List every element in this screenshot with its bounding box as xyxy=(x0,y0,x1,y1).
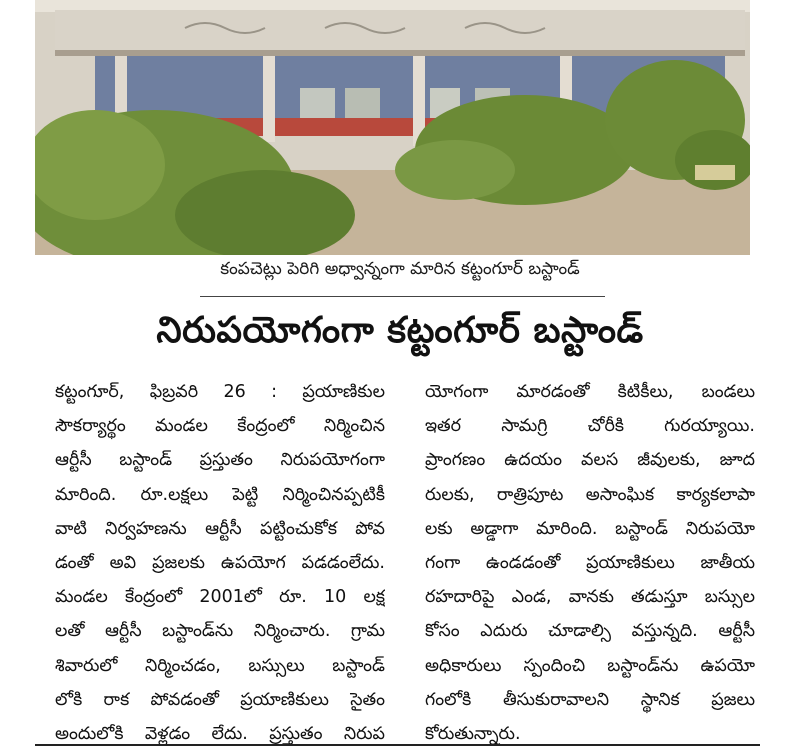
body-line: అధికారులు స్పందించి బస్టాండ్‌ను ఉపయో xyxy=(425,655,755,676)
body-line: లోకి రాక పోవడంతో ప్రయాణికులు సైతం xyxy=(55,689,385,710)
body-line: సౌకర్యార్థం మండల కేంద్రంలో నిర్మించిన xyxy=(55,416,385,437)
body-line: ఆర్టీసీ బస్టాండ్ ప్రస్తుతం నిరుపయోగంగా xyxy=(55,450,385,471)
article-column-1 xyxy=(55,375,385,744)
body-line: లకు అడ్డాగా మారింది. బస్టాండ్ నిరుపయో xyxy=(425,518,755,539)
caption-divider xyxy=(200,296,605,297)
body-line: ఇతర సామగ్రి చోరీకి గురయ్యాయి. xyxy=(425,416,755,437)
article-column-2 xyxy=(425,375,755,744)
body-line: అందులోకి వెళ్లడం లేదు. ప్రస్తుతం నిరుప xyxy=(55,723,385,744)
body-line: లతో ఆర్టీసీ బస్టాండ్‌ను నిర్మించారు. గ్రామ xyxy=(55,621,385,642)
news-photo xyxy=(35,0,750,255)
bus-stand-photo xyxy=(35,0,750,255)
body-line: ప్రాంగణం ఉదయం వలస జీవులకు, జూద xyxy=(425,450,755,471)
body-line: డంతో అవి ప్రజలకు ఉపయోగ పడడంలేదు. xyxy=(55,552,385,573)
article-body xyxy=(55,375,755,744)
body-line: రహదారిపై ఎండ, వానకు తడుస్తూ బస్సుల xyxy=(425,587,755,608)
article-headline: నిరుపయోగంగా కట్టంగూర్ బస్టాండ్ xyxy=(156,310,644,351)
body-line: రులకు, రాత్రిపూట అసాంఘిక కార్యకలాపా xyxy=(425,484,755,505)
body-line: గంగా ఉండడంతో ప్రయాణికులు జాతీయ xyxy=(425,552,755,573)
body-line: యోగంగా మారడంతో కిటికీలు, బండలు xyxy=(425,382,755,402)
body-line: మారింది. రూ.లక్షలు పెట్టి నిర్మించినప్పటికీ xyxy=(55,484,385,505)
body-line: వాటి నిర్వహణను ఆర్టీసీ పట్టించుకోక పోవ xyxy=(55,518,385,539)
photo-caption: కంపచెట్లు పెరిగి అధ్వాన్నంగా మారిన కట్టంగూర్ బస్టాండ్ xyxy=(220,259,580,279)
body-line: గంలోకి తీసుకురావాలని స్థానిక ప్రజలు xyxy=(425,689,755,710)
bottom-rule xyxy=(35,744,760,746)
body-line: కోరుతున్నారు. xyxy=(425,723,521,744)
body-line: మండల కేంద్రంలో 2001లో రూ. 10 లక్ష xyxy=(55,587,385,608)
body-line: కట్టంగూర్, ఫిబ్రవరి 26 : ప్రయాణికుల xyxy=(55,382,385,402)
body-line: కోసం ఎదురు చూడాల్సి వస్తున్నది. ఆర్టీసీ xyxy=(425,621,755,642)
body-line: శివారులో నిర్మించడం, బస్సులు బస్టాండ్ xyxy=(55,655,385,676)
